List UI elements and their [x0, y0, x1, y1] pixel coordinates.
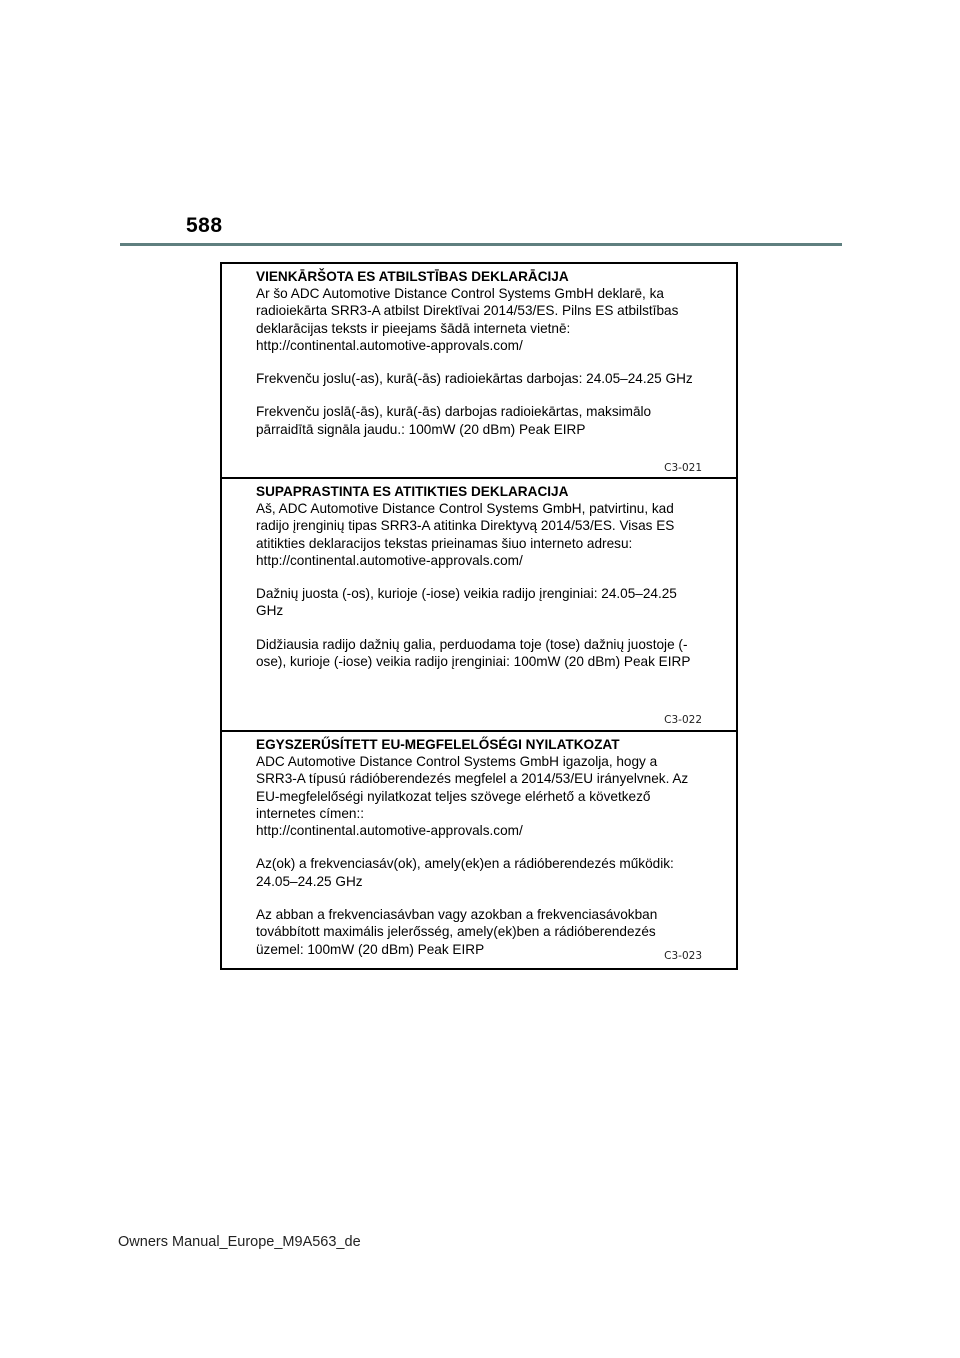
paragraph-line: Frekvenču joslu(-as), kurā(-ās) radioiekārtas darbojas: 24.05–24.25 GHz: [256, 371, 693, 387]
declaration-section-lithuanian: [222, 479, 736, 732]
paragraph-line: ose), kurioje (-iose) veikia radijo įrenginiai: 100mW (20 dBm) Peak EIRP: [256, 654, 691, 670]
paragraph-line: továbbított maximális jelerősség, amely(ek)ben a rádióberendezés: [256, 924, 656, 940]
section-code: C3-023: [664, 950, 702, 962]
page-footer: Owners Manual_Europe_M9A563_de: [118, 1234, 361, 1250]
paragraph-line: Frekvenču joslā(-ās), kurā(-ās) darbojas radioiekārtas, maksimālo: [256, 404, 652, 420]
declaration-section-latvian: [222, 264, 736, 479]
paragraph-line: Didžiausia radijo dažnių galia, perduodama toje (tose) dažnių juostoje (-: [256, 636, 688, 652]
paragraph-line: http://continental.automotive-approvals.com/: [256, 552, 523, 568]
paragraph-line: pārraidītā signāla jaudu.: 100mW (20 dBm) Peak EIRP: [256, 421, 586, 437]
paragraph-line: üzemel: 100mW (20 dBm) Peak EIRP: [256, 941, 485, 957]
section-title: VIENKĀRŠOTA ES ATBILSTĪBAS DEKLARĀCIJA: [256, 269, 569, 284]
paragraph-line: GHz: [256, 603, 284, 619]
paragraph-line: deklarācijas teksts ir pieejams šādā interneta vietnē:: [256, 320, 571, 336]
section-code: C3-021: [664, 462, 702, 474]
paragraph-line: EU-megfelelőségi nyilatkozat teljes szövege elérhető a következő: [256, 788, 651, 804]
page-number: 588: [186, 214, 223, 237]
paragraph-line: Az abban a frekvenciasávban vagy azokban a frekvenciasávokban: [256, 907, 658, 923]
declaration-box: [220, 262, 738, 970]
paragraph-line: atitikties deklaracijos tekstas prieinamas šiuo interneto adresu:: [256, 535, 633, 551]
section-title: SUPAPRASTINTA ES ATITIKTIES DEKLARACIJA: [256, 484, 569, 499]
paragraph-line: http://continental.automotive-approvals.com/: [256, 823, 523, 839]
paragraph-line: 24.05–24.25 GHz: [256, 873, 363, 889]
paragraph-line: SRR3-A típusú rádióberendezés megfelel a 2014/53/EU irányelvnek. Az: [256, 771, 689, 787]
paragraph-line: ADC Automotive Distance Control Systems GmbH igazolja, hogy a: [256, 754, 658, 769]
paragraph-line: radioiekārta SRR3-A atbilst Direktīvai 2014/53/ES. Pilns ES atbilstības: [256, 303, 679, 319]
declaration-section-hungarian: [222, 732, 736, 970]
paragraph-line: internetes címen::: [256, 805, 365, 821]
header-rule: [120, 243, 842, 246]
paragraph-line: Dažnių juosta (-os), kurioje (-iose) veikia radijo įrenginiai: 24.05–24.25: [256, 586, 677, 602]
paragraph-line: Az(ok) a frekvenciasáv(ok), amely(ek)en a rádióberendezés működik:: [256, 856, 674, 872]
paragraph-line: http://continental.automotive-approvals.com/: [256, 337, 523, 353]
section-title: EGYSZERŰSÍTETT EU-MEGFELELŐSÉGI NYILATKOZAT: [256, 737, 620, 752]
paragraph-line: Aš, ADC Automotive Distance Control Systems GmbH, patvirtinu, kad: [256, 501, 674, 516]
section-code: C3-022: [664, 714, 702, 726]
paragraph-line: radijo įrenginių tipas SRR3-A atitinka Direktyvą 2014/53/ES. Visas ES: [256, 518, 675, 534]
paragraph-line: Ar šo ADC Automotive Distance Control Systems GmbH deklarē, ka: [256, 286, 664, 301]
